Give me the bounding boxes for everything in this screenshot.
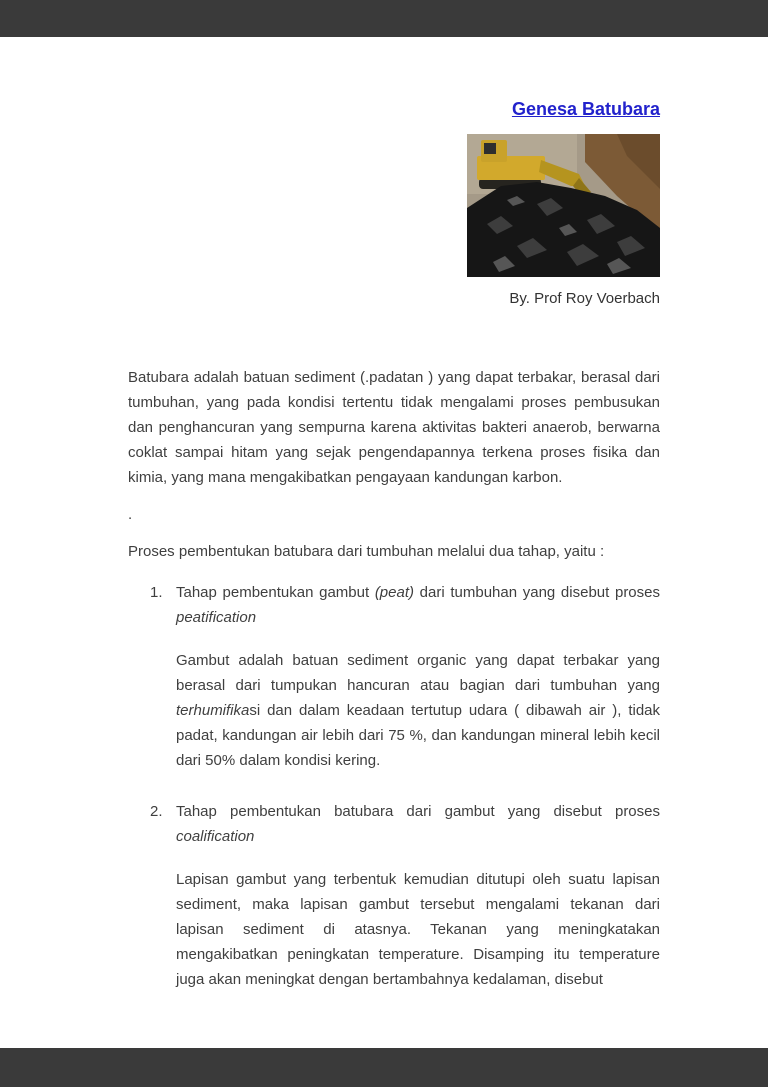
bottom-frame-bar bbox=[0, 1048, 768, 1087]
heading2-italic-coalification: coalification bbox=[176, 828, 255, 845]
list-item-1-heading bbox=[176, 580, 660, 630]
body1-post: si dan dalam keadaan tertutup udara ( dibawah air ), tidak padat, kandungan air lebih dari 75 %, dan kandungan mineral lebih kecil dari 50% dalam kondisi kering. bbox=[176, 702, 660, 769]
paragraph-definition: Batubara adalah batuan sediment (.padatan ) yang dapat terbakar, berasal dari tumbuhan, yang pada kondisi tertentu tidak mengalami proses pembusukan dan penghancuran yang sempurna karena aktivitas bakteri anaerob, berwarna coklat sampai hitam yang sejak pengendapannya terkena proses fisika dan kimia, yang mana mengakibatkan pengayaan kandungan karbon. bbox=[128, 369, 660, 486]
list-item-1-body bbox=[176, 648, 660, 773]
dot-line: . bbox=[128, 506, 133, 523]
list-item-2-heading bbox=[176, 799, 660, 849]
heading1-italic-peatification: peatification bbox=[176, 609, 257, 626]
top-frame-bar bbox=[0, 0, 768, 37]
body2-text: Lapisan gambut yang terbentuk kemudian ditutupi oleh suatu lapisan sediment, maka lapisan gambut tersebut mengalami tekanan dari lapisan sediment di atasnya. Tekanan yang meningkatakan mengakibatkan peningkatan temperature. Disamping itu temperature juga akan meningkat dengan bertambahnya kedalaman, disebut bbox=[176, 871, 660, 988]
list-number-2: 2. bbox=[150, 803, 163, 820]
coal-excavation-photo-svg bbox=[467, 134, 660, 277]
heading2-pre: Tahap pembentukan batubara dari gambut yang disebut proses bbox=[176, 803, 660, 820]
list-item-2-body bbox=[176, 867, 660, 992]
list-item-2 bbox=[150, 799, 660, 1010]
heading1-mid: dari tumbuhan yang disebut proses bbox=[414, 584, 660, 601]
list-item-1-content bbox=[176, 580, 660, 791]
page-content bbox=[0, 37, 768, 1048]
coal-excavation-photo bbox=[467, 134, 660, 277]
author-byline: By. Prof Roy Voerbach bbox=[509, 290, 660, 307]
document-title-link[interactable]: Genesa Batubara bbox=[511, 99, 660, 119]
heading1-italic-peat: (peat) bbox=[374, 584, 414, 601]
paragraph-intro: Proses pembentukan batubara dari tumbuhan melalui dua tahap, yaitu : bbox=[128, 543, 605, 560]
body1-pre: Gambut adalah batuan sediment organic yang dapat terbakar yang berasal dari tumpukan hancuran atau bagian dari tumbuhan yang bbox=[176, 652, 660, 694]
list-item-1 bbox=[150, 580, 660, 791]
list-item-2-content bbox=[176, 799, 660, 1010]
body1-italic-terhumifika: terhumifika bbox=[176, 702, 250, 719]
list-number-1: 1. bbox=[150, 584, 163, 601]
heading1-pre: Tahap pembentukan gambut bbox=[176, 584, 375, 601]
